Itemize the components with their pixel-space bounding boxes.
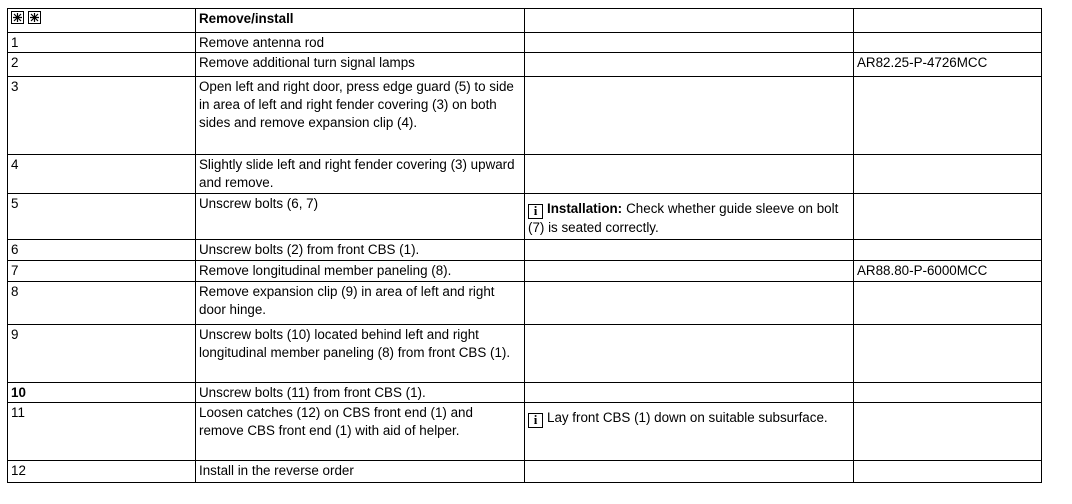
step-note [525,240,854,261]
step-text: Slightly slide left and right fender covering (3) upward and remove. [196,155,525,194]
table-row [8,194,1042,240]
step-note [525,461,854,483]
step-number: 3 [8,77,196,155]
table-row [8,33,1042,53]
step-number: 8 [8,282,196,325]
step-reference [854,461,1042,483]
table-row [8,240,1042,261]
step-reference [854,33,1042,53]
procedure-table [7,8,1042,483]
step-number: 1 [8,33,196,53]
step-number: 4 [8,155,196,194]
step-text: Remove additional turn signal lamps [196,53,525,77]
step-text: Remove expansion clip (9) in area of left and right door hinge. [196,282,525,325]
collapse-icon[interactable] [28,11,41,24]
table-row [8,325,1042,383]
header-icons-cell [8,9,196,33]
table-row [8,403,1042,461]
step-note [525,53,854,77]
expand-icon[interactable] [11,11,24,24]
step-reference[interactable]: AR88.80-P-6000MCC [854,261,1042,282]
table-row [8,77,1042,155]
step-number: 9 [8,325,196,383]
note-text: Lay front CBS (1) down on suitable subsurface. [547,410,828,425]
step-reference [854,383,1042,403]
step-number: 10 [8,383,196,403]
installation-label: Installation: [547,201,623,216]
step-text: Unscrew bolts (10) located behind left and right longitudinal member paneling (8) from front CBS (1). [196,325,525,383]
step-text: Loosen catches (12) on CBS front end (1) and remove CBS front end (1) with aid of helper. [196,403,525,461]
step-reference [854,282,1042,325]
step-number: 5 [8,194,196,240]
info-icon: i [528,413,543,428]
step-reference [854,403,1042,461]
table-row [8,461,1042,483]
step-reference [854,77,1042,155]
step-text: Unscrew bolts (2) from front CBS (1). [196,240,525,261]
table-row [8,383,1042,403]
step-number: 11 [8,403,196,461]
step-note [525,194,854,240]
step-text: Remove longitudinal member paneling (8). [196,261,525,282]
header-title: Remove/install [196,9,525,33]
step-reference [854,240,1042,261]
header-empty-cell [854,9,1042,33]
step-note [525,383,854,403]
step-text: Remove antenna rod [196,33,525,53]
table-row [8,261,1042,282]
step-note [525,403,854,461]
step-number: 12 [8,461,196,483]
table-row [8,53,1042,77]
step-note [525,282,854,325]
step-number: 6 [8,240,196,261]
step-reference [854,194,1042,240]
step-reference [854,155,1042,194]
step-text: Unscrew bolts (11) from front CBS (1). [196,383,525,403]
step-number: 7 [8,261,196,282]
step-text: Open left and right door, press edge guard (5) to side in area of left and right fender covering (3) on both sides and remove expansion clip (4). [196,77,525,155]
step-note [525,261,854,282]
header-row [8,9,1042,33]
header-empty-cell [525,9,854,33]
note-text: Check whether guide sleeve on bolt (7) is seated correctly. [528,201,839,235]
step-note [525,155,854,194]
step-text: Unscrew bolts (6, 7) [196,194,525,240]
step-note [525,33,854,53]
info-icon: i [528,204,543,219]
step-number: 2 [8,53,196,77]
step-note [525,325,854,383]
step-reference [854,325,1042,383]
step-text: Install in the reverse order [196,461,525,483]
step-note [525,77,854,155]
table-row [8,155,1042,194]
step-reference[interactable]: AR82.25-P-4726MCC [854,53,1042,77]
table-row [8,282,1042,325]
